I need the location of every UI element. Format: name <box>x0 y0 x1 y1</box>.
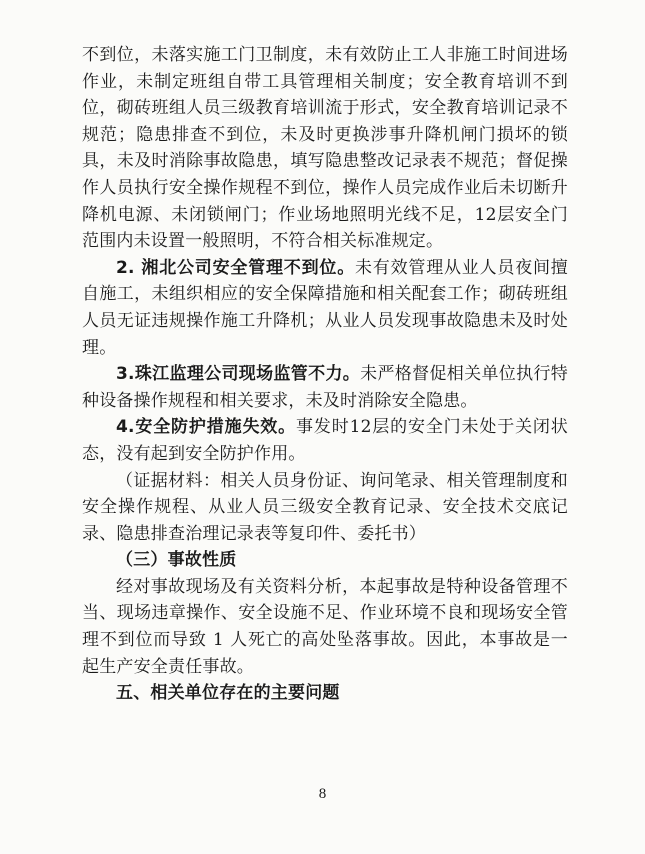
paragraph-text: （证据材料：相关人员身份证、询问笔录、相关管理制度和安全操作规程、从业人员三级安全教育记录、安全技术交底记录、隐患排查治理记录表等复印件、委托书） <box>82 470 568 544</box>
paragraph-text: 未有效管理从业人员夜间擅自施工，未组织相应的安全保障措施和相关配套工作；砌砖班组人员无证违规操作施工升降机；从业人员发现事故隐患未及时处理。 <box>82 257 568 358</box>
paragraph-accident-nature <box>82 574 568 680</box>
evidence-note <box>82 468 568 548</box>
item-heading: 2. 湘北公司安全管理不到位。 <box>116 257 355 278</box>
paragraph-text: 未严格督促相关单位执行特种设备操作规程和相关要求，未及时消除安全隐患。 <box>82 364 568 411</box>
paragraph-text: 经对事故现场及有关资料分析，本起事故是特种设备管理不当、现场违章操作、安全设施不足、作业环境不良和现场安全管理不到位而导致 1 人死亡的高处坠落事故。因此，本事故是一起生产安全责任事故。 <box>82 576 568 677</box>
section-heading-accident-nature <box>82 547 568 574</box>
paragraph-text: 事发时12层的安全门未处于关闭状态，没有起到安全防护作用。 <box>82 417 568 464</box>
paragraph-item-4 <box>82 414 568 467</box>
document-body <box>82 42 568 707</box>
paragraph-continued <box>82 42 568 255</box>
page-number: 8 <box>318 786 327 802</box>
section-heading-main-problems <box>82 680 568 707</box>
item-heading: 3.珠江监理公司现场监管不力。 <box>116 364 361 385</box>
heading-text: 五、相关单位存在的主要问题 <box>116 683 340 704</box>
item-heading: 4.安全防护措施失效。 <box>116 417 297 438</box>
paragraph-text: 不到位，未落实施工门卫制度，未有效防止工人非施工时间进场作业，未制定班组自带工具管理相关制度；安全教育培训不到位，砌砖班组人员三级教育培训流于形式，安全教育培训记录不规范；隐患排查不到位，未及时更换涉事升降机闸门损坏的锁具，未及时消除事故隐患，填写隐患整改记录表不规范；督促操作人员执行安全操作规程不到位，操作人员完成作业后未切断升降机电源、未闭锁闸门；作业场地照明光线不足，12层安全门范围内未设置一般照明，不符合相关标准规定。 <box>82 45 568 252</box>
paragraph-item-3 <box>82 361 568 414</box>
paragraph-item-2 <box>82 255 568 361</box>
heading-text: （三）事故性质 <box>116 550 237 571</box>
